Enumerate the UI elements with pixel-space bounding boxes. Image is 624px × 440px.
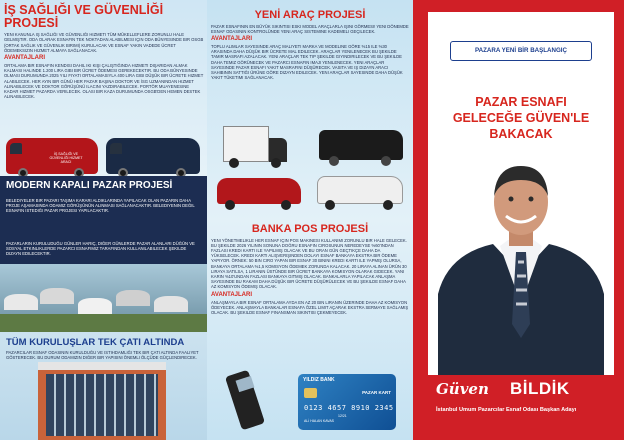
pos-title: BANKA POS PROJESİ <box>251 223 369 235</box>
vehicle-section <box>211 10 409 80</box>
pos-terminal-icon <box>227 372 265 432</box>
health-van-photo <box>6 136 202 180</box>
vehicle-advantages-heading: AVANTAJLARI <box>211 35 252 42</box>
pos-advantages-heading: AVANTAJLARI <box>211 291 252 298</box>
health-advantages-text: ORTALAMA BIR ESNAFIN KENDISI DAHIL IKI KIŞI ÇALIŞTIĞINDA HIZMETI DIŞARIDAN ALMAK KALMASI HALINDE 1.200 LIRA GIBI BIR ÜCRET ÖDEMESI GEREKECEKTIR. BU ODA BÜNYESINDE OLMASI DURUMUNDA 2025 YILI FIYATI ORTALAMASIYLA 400 LIRA GIBI DÜŞÜK BIR ÜCRETE HIZMET ALABILECEK. HER AYIN BIR GÜNÜ HER PAZAR BAŞINA DOKTOR VE İSG UZMANINDAN HIZMET ALINABILECEK VE DOKTOR GÖRÜŞÜNÜ ILACINI YAZDIRABILECEK. PORTÖR MUAYENESINE KADAR HIZMET PAZARDA VERILECEK. OLASI BIR KAZA DURUMUNDA OSGB'DEN HEMEN DESTEK ALINABILECEK. <box>4 63 204 100</box>
headline-line-2: GELECEĞE GÜVEN'LE BAKACAK <box>452 111 590 141</box>
building-section <box>6 338 202 360</box>
card-number: 0123 4657 8910 2345 <box>304 404 394 412</box>
health-advantages-heading: AVANTAJLARI <box>4 55 45 62</box>
pazar-card <box>298 374 396 430</box>
health-title: İŞ SAĞLIĞI VE GÜVENLİĞİ PROJESİ <box>4 3 164 31</box>
covered-market-photo <box>0 264 207 332</box>
headline-line-1: PAZAR ESNAFI <box>475 95 567 109</box>
portrait-illustration <box>438 144 604 384</box>
card-type: PAZAR KART <box>362 390 391 395</box>
chamber-building-photo <box>38 362 166 440</box>
navy-van <box>106 138 200 174</box>
market-text-2: PAZARLARIN KURULUDUĞU GÜNLER HARIÇ, DIĞER GÜNLERDE PAZAR ALANLARI DÜĞÜN VE SOSYAL ETKINLIKLERDE PAZARCI ESNAFIMIZ TARAFINDAN KULLANILABILECEK ŞEKILDE DIZAYN EDILECEKTIR. <box>6 241 195 257</box>
new-vehicles-photo <box>211 118 409 218</box>
candidate-last-name: BİLDİK <box>510 379 570 398</box>
vehicle-advantages-text: TOPLU ALIMLAR SAYESINDE ARAÇ MALIYETI MARKA VE MODELINE GÖRE %15 ILE %30 ARASINDA DAHA DÜŞÜK BIR ÜCRETE MAL EDILECEK. ARAÇLAR YENILENECEK BU ŞEKILDE TAMIR MASRAFI AZALACAK. YENI ARAÇLAR TEK TIP ŞEKILDE GIYINDIRILECEK VE BU ŞEKILDE DAHA TEMIZ GÖRÜNECEK VE PAZARCI ESNAFIN IMAJI YENILENECEK. YENI ARAÇLAR SAYESINDE PAZAR ESNAFI YAKIT MASRAFINI DÜŞÜRECEK. VASITA VE IŞ DIZAYN ARACI SAHIBININ SATTIĞI ÜRÜNE GÖRE DIZAYN EDILECEK. YENI ARAÇLAR SAYESINDE DAHA DÜŞÜK YAKIT TÜKETIMI SAĞLANACAK. <box>211 43 403 81</box>
vehicle-title: YENİ ARAÇ PROJESİ <box>254 9 366 21</box>
market-title: MODERN KAPALI PAZAR PROJESİ <box>6 180 173 191</box>
vehicle-intro: PAZAR ESNAFININ EN BÜYÜK SIKINTISI ESKI MODEL ARAÇLARLA IŞINI GÖRMESI! YENI DÖNEMDE ESNAF ODASININ KONTROLÜNDE YENI ARAÇ SISTEMINE KADEMELI GEÇILECEK. <box>211 23 409 34</box>
card-expiry: 12/21 <box>338 414 347 418</box>
market-text-1: BELEDIYELER BIR PAZARI TAŞIMA KARARI ALDIKLARINDA YAPILACAK OLAN PAZARIN DAHA PROJE AŞAMASINDA ODAMIZ GÖRÜŞÜNÜN ALINMASI SAĞLANACAKTIR. BELEDIYENIN DEĞIL ESNAFIN ISTEDIĞI PAZAR PROJESI YAPILACAKTIR. <box>6 198 195 214</box>
candidate-name-bar <box>428 375 614 432</box>
cover-page <box>428 12 614 432</box>
card-holder: ALİ HALAN KAVAS <box>304 419 335 423</box>
candidate-portrait <box>438 144 604 384</box>
van-label: İŞ SAĞLIĞI VE GÜVENLİĞİ HİZMET ARACI <box>49 152 83 164</box>
card-chip-icon <box>304 388 317 398</box>
pos-section <box>211 224 409 315</box>
red-van <box>6 138 98 174</box>
tagline: PAZARA YENİ BİR BAŞLANGIÇ <box>450 41 592 61</box>
building-title: TÜM KURULUŞLAR TEK ÇATI ALTINDA <box>6 337 185 348</box>
card-bank-name: YILDIZ BANK <box>303 377 335 383</box>
health-section <box>4 4 204 99</box>
candidate-first-name: Güven <box>436 380 489 398</box>
building-text: PAZARCILAR ESNAF ODASININ KURULDUĞU VE ISTIHDAMLIĞI TEK BIR ÇATI ALTINDA FAALIYET GÖSTERECEK. BU DURUM ODAMIZIN DIĞER BIR YAPISINI ÖNEMLI ÖLÇÜDE GÜÇLENDIRECEK. <box>6 349 199 361</box>
pos-text: YENI YÖNETMELIKLE HER ESNAF IÇIN POS MAKINESI KULLANIMI ZORUNLU BIR HALE GELECEK. BU ŞEKILDE 2026 YILININ SONUNA DOĞRU ESNAFIN CIROSUNUN NEREDEYSE %60'INDAN FAZLASI KREDI KARTI ILE YAPILMIŞ OLACAK VE BU ORAN GÜN GEÇTIKÇE DAHA DA YÜKSELECEK. KREDI KARTI ALIŞVERIŞINDEN DOLAYI ESNAF BANKAYA EKSTRA BIR ÖDEME YAPIYOR. ÖRNEK: 50 BIN CIRO YAPAN BIR ESNAF 30 BININI KREDI KARTI ILE YAPMIŞ OLURSA, BANKAYA ORTALAMA %1,5 KOMISYON ÖDEMEK ZORUNDA KALACAK. 20 LIRAYA ALINAN ÜRÜN 30 LIRAYA SATILSA, 1 LIRANIN ÜSTÜNDE BIR ÜCRET BANKAYA KOMISYON OLARAK GIDECEK. YANI KARIN %10'UNDAN FAZLASI BANKAYA GITMIŞ OLACAK. BANKALARLA YAPILACAK ANLAŞMA SAYESINDE BU RAKAM DAHA DÜŞÜK BIR ÜCRETE DÜŞÜRÜLECEK VE BU ŞEKILDE ESNAF DAHA AZ KOMISYON ÖDEMIŞ OLACAK. <box>211 237 407 290</box>
pos-advantages-text: ANLAŞMAYLA BIR ESNAF ORTALAMA AYDA EN AZ 20 BIN LIRANIN ÜZERINDE DAHA AZ KOMISYON ÖDEYECEK. ANLAŞMAYLA BANKALAR ESNAFA ÖZEL LIMIT AÇARAK EKSTRA SERMAYE SAĞLAMIŞ OLACAK. BU ŞEKILDE ESNAF FINANSMAN SIKINTISI ÇEKMEYECEK. <box>211 299 409 315</box>
candidate-role: İstanbul Umum Pazarcılar Esnaf Odası Başkan Adayı <box>436 407 577 413</box>
market-section <box>0 176 207 276</box>
headline <box>436 94 606 142</box>
health-intro: YENI KANUNLA IŞ SAĞLIĞI VE GÜVENLIĞI HIZMETI TÜM MÜKELLEFLERE ZORUNLU HALE GELMIŞTIR. ODA OLARAK ESNAFIN TEK NOKTADAN ALABILMESI IÇIN ODA BÜNYESINDE BIR OSGB (ORTAK SAĞLIK VE GÜVENLIK BIRIMI) KURULACAK VE ESNAF YAKIN VADEDE ÜCRET ÖDEMEKSIZIN HIZMET ALMAYA SAĞLANACAK. <box>4 32 204 53</box>
